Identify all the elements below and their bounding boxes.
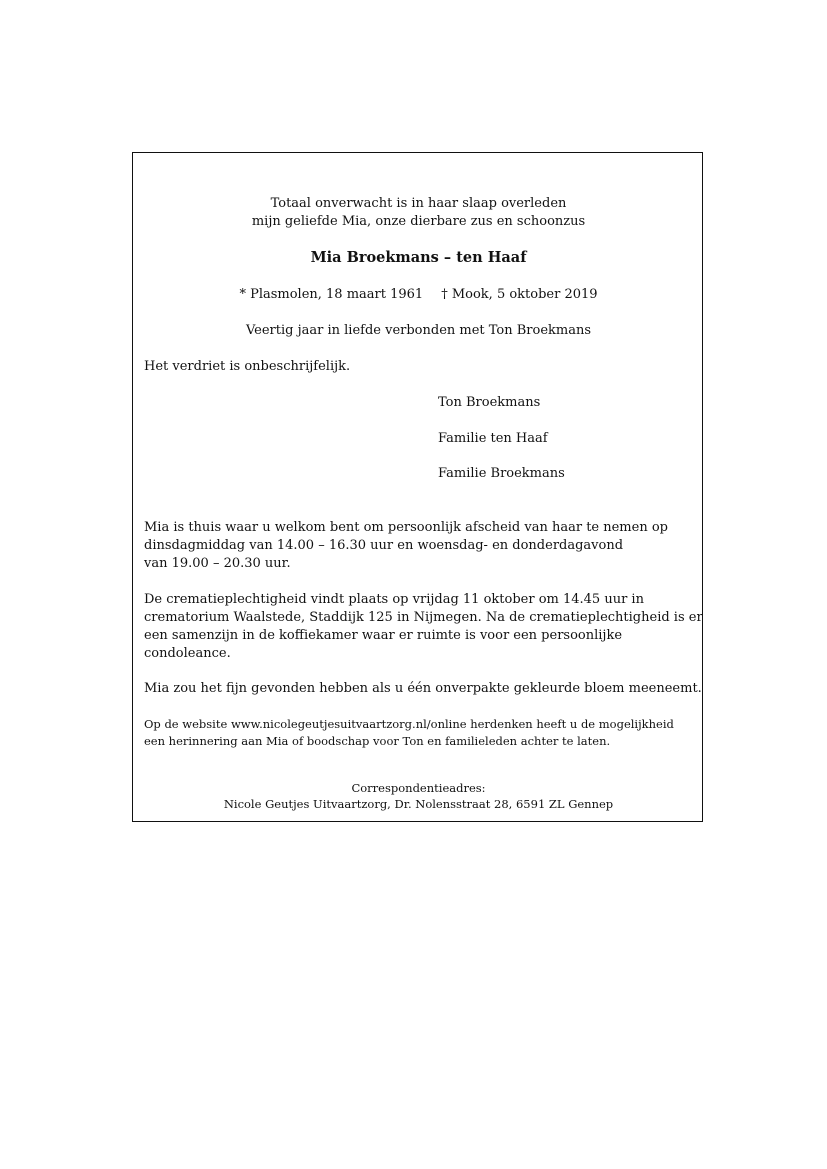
- visit-line-2: dinsdagmiddag van 14.00 – 16.30 uur en woensdag- en donderdagavond: [144, 538, 624, 553]
- ceremony-line-2: crematorium Waalstede, Staddijk 125 in Nijmegen. Na de crematieplechtigheid is er: [144, 610, 703, 625]
- intro-line-1: Totaal onverwacht is in haar slaap overleden: [270, 196, 567, 211]
- grief-line: Het verdriet is onbeschrijfelijk.: [144, 359, 351, 374]
- signatory-1: Ton Broekmans: [438, 395, 541, 410]
- intro-line-2: mijn geliefde Mia, onze dierbare zus en schoonzus: [251, 214, 586, 229]
- visit-line-3: van 19.00 – 20.30 uur.: [144, 556, 291, 571]
- deceased-name: Mia Broekmans – ten Haaf: [310, 249, 527, 266]
- website-line-1: Op de website www.nicolegeutjesuitvaartzorg.nl/online herdenken heeft u de mogelijkheid: [144, 717, 674, 731]
- correspondence-label: Correspondentieadres:: [351, 781, 486, 795]
- death-date: † Mook, 5 oktober 2019: [441, 287, 598, 302]
- death-notice: [132, 152, 703, 822]
- ceremony-line-3: een samenzijn in de koffiekamer waar er ruimte is voor een persoonlijke: [144, 628, 623, 643]
- ceremony-line-4: condoleance.: [144, 646, 231, 661]
- correspondence-address: Nicole Geutjes Uitvaartzorg, Dr. Nolensstraat 28, 6591 ZL Gennep: [223, 797, 614, 811]
- flower-line: Mia zou het fijn gevonden hebben als u één onverpakte gekleurde bloem meeneemt.: [144, 681, 702, 696]
- visit-line-1: Mia is thuis waar u welkom bent om persoonlijk afscheid van haar te nemen op: [144, 520, 668, 535]
- signatory-2: Familie ten Haaf: [438, 431, 548, 446]
- website-line-2: een herinnering aan Mia of boodschap voor Ton en familieleden achter te laten.: [144, 734, 611, 748]
- married-line: Veertig jaar in liefde verbonden met Ton Broekmans: [245, 323, 592, 338]
- ceremony-line-1: De crematieplechtigheid vindt plaats op vrijdag 11 oktober om 14.45 uur in: [144, 592, 644, 607]
- birth-date: * Plasmolen, 18 maart 1961: [239, 287, 424, 302]
- signatory-3: Familie Broekmans: [438, 466, 565, 481]
- life-dates: [133, 286, 704, 304]
